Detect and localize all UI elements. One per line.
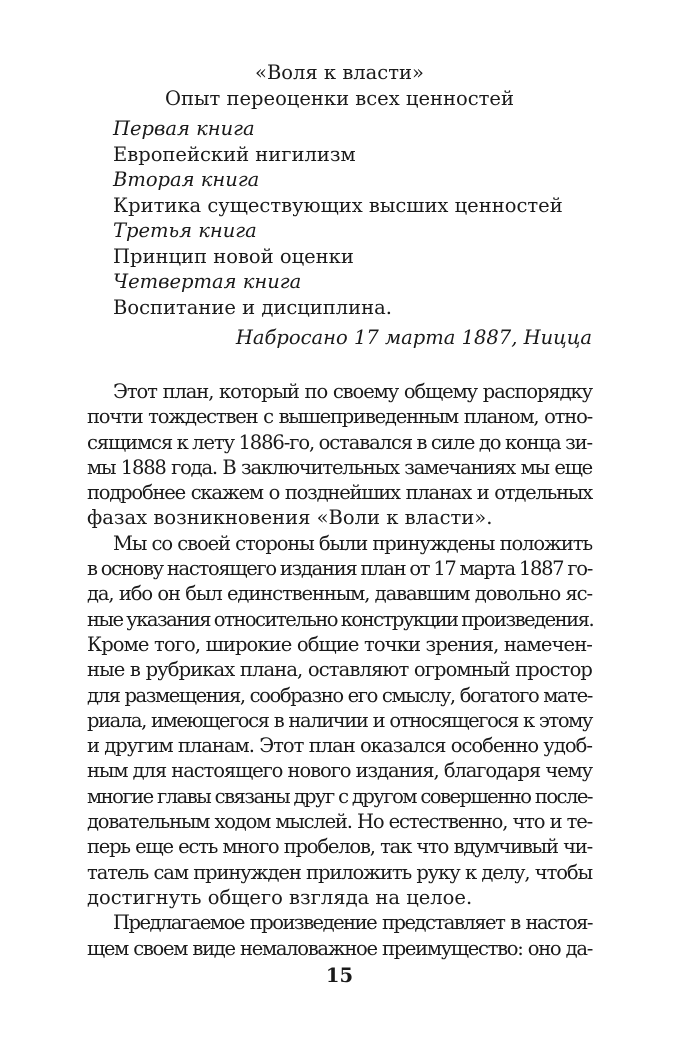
paragraph (87, 910, 592, 961)
book-heading: Вторая книга (113, 168, 260, 191)
text-line: Предлагаемое произведение представляет в настоя- (113, 911, 592, 935)
text-line: татель сам принужден приложить руку к делу, чтобы (87, 860, 592, 884)
page-number: 15 (325, 964, 354, 987)
text-line: Мы со своей стороны были принуждены положить (113, 531, 592, 555)
text-line: Кроме того, широкие общие точки зрения, намечен- (87, 632, 592, 656)
text-line: в основу настоящего издания план от 17 марта 1887 го- (87, 557, 592, 581)
text-line: достигнуть общего взгляда на целое. (87, 885, 473, 909)
text-line: перь еще есть много пробелов, так что вдумчивый чи- (87, 835, 592, 859)
text-line: ные указания относительно конструкции произведения. (87, 607, 594, 631)
work-title: «Воля к власти» (255, 61, 424, 84)
text-line: ным для настоящего нового издания, благодаря чему (87, 759, 592, 783)
text-line: почти тождествен с вышеприведенным планом, отно- (87, 405, 592, 429)
book-topic: Критика существующих высших ценностей (113, 193, 563, 217)
plan-signature: Набросано 17 марта 1887, Ницца (235, 326, 592, 349)
book-heading: Третья книга (113, 219, 257, 242)
text-line: многие главы связаны друг с другом совершенно после- (87, 784, 592, 808)
text-line: и другим планам. Этот план оказался особенно удоб- (87, 734, 592, 758)
book-topic: Европейский нигилизм (113, 142, 356, 166)
text-line: да, ибо он был единственным, дававшим довольно яс- (87, 582, 592, 606)
plan-outline (87, 116, 592, 320)
text-line: довательным ходом мыслей. Но естественно, что и те- (87, 810, 592, 834)
text-line: мы 1888 года. В заключительных замечаниях мы еще (87, 455, 592, 479)
text-line: фазах возникновения «Воли к власти». (87, 506, 493, 530)
book-topic: Принцип новой оценки (113, 244, 354, 268)
body-text (87, 379, 592, 961)
work-subtitle: Опыт переоценки всех ценностей (165, 87, 514, 110)
text-line: ные в рубриках плана, оставляют огромный простор (87, 658, 592, 682)
text-line: сящимся к лету 1886-го, оставался в силе до конца зи- (87, 430, 592, 454)
paragraph (87, 531, 592, 910)
text-line: риала, имеющегося в наличии и относящегося к этому (87, 708, 592, 732)
paragraph (87, 379, 592, 531)
book-page (87, 60, 592, 961)
text-line: подробнее скажем о позднейших планах и отдельных (87, 481, 592, 505)
book-heading: Первая книга (113, 117, 255, 140)
text-line: для размещения, сообразно его смыслу, богатого мате- (87, 683, 592, 707)
book-topic: Воспитание и дисциплина. (113, 295, 392, 319)
text-line: щем своем виде немаловажное преимущество: оно да- (87, 936, 592, 960)
text-line: Этот план, который по своему общему распорядку (113, 380, 592, 403)
book-heading: Четвертая книга (113, 270, 302, 293)
